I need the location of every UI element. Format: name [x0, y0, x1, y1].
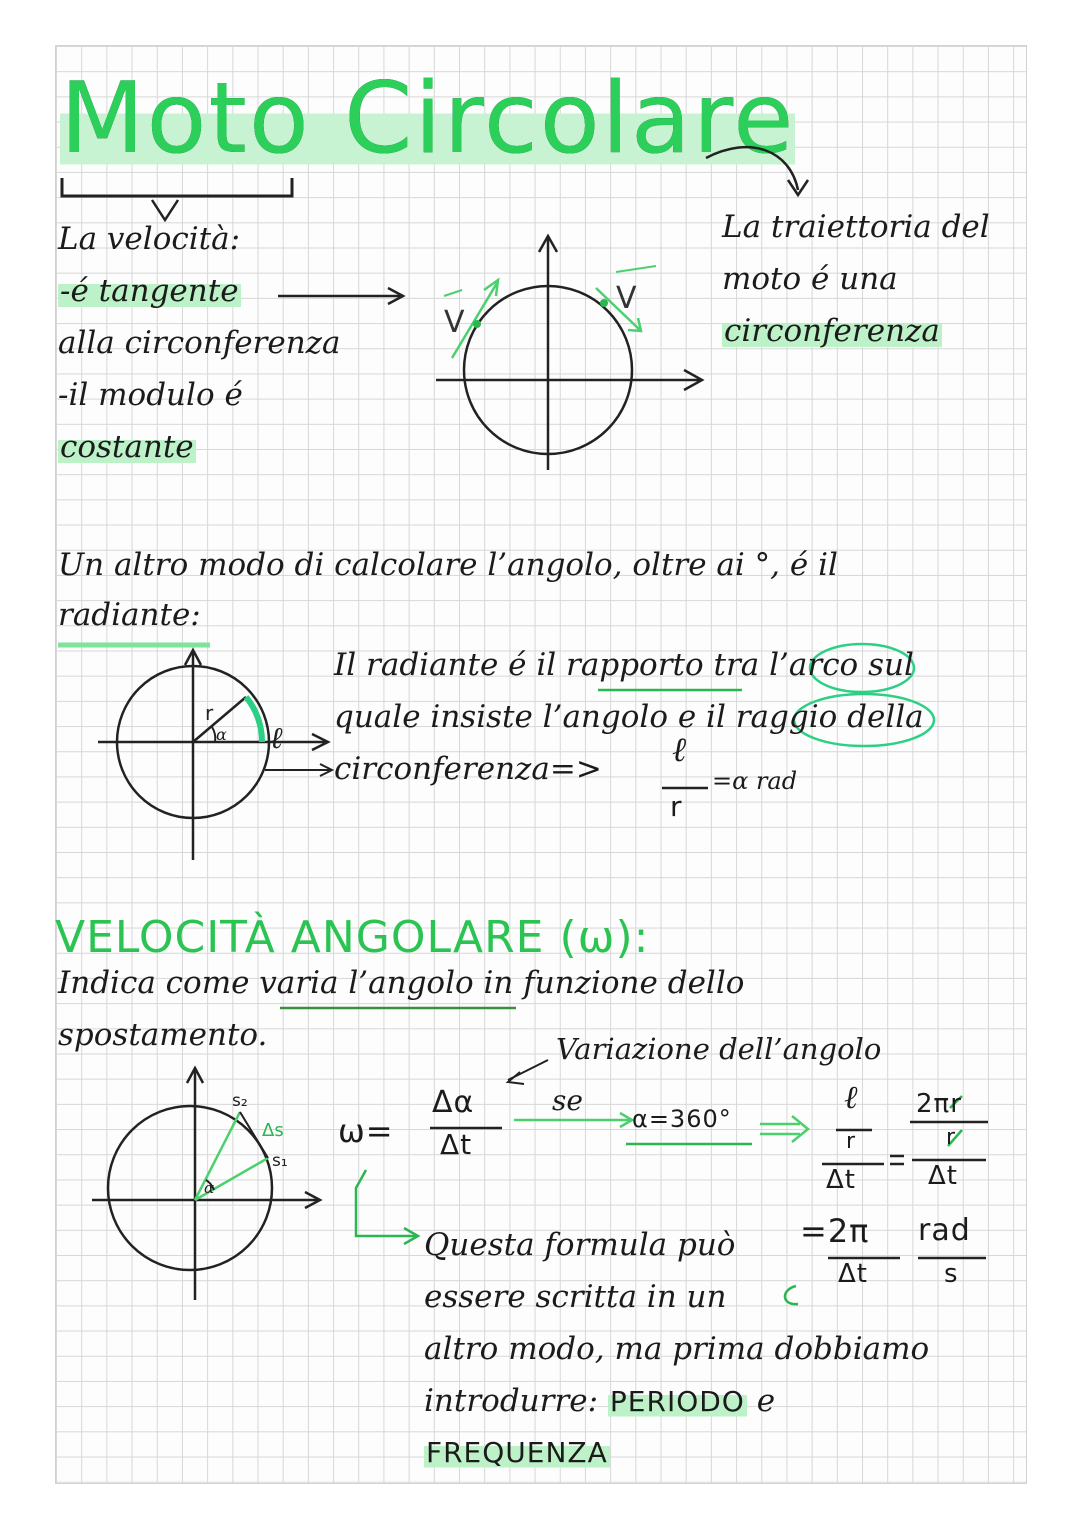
result-num: =2π: [800, 1212, 870, 1250]
closing-line5: FREQUENZA: [426, 1436, 608, 1469]
angular-velocity-heading: VELOCITÀ ANGOLARE (ω):: [55, 912, 650, 963]
label-ds: Δs: [262, 1120, 284, 1141]
label-s2: s₂: [232, 1091, 248, 1111]
big-num-l: ℓ: [844, 1078, 858, 1116]
omega-den: Δt: [440, 1128, 473, 1161]
velocity-point1b: alla circonferenza: [58, 325, 341, 361]
closing-line2: essere scritta in un: [424, 1279, 727, 1315]
page-title: Moto Circolare: [60, 62, 796, 176]
radiant-frac-num: ℓ: [672, 730, 687, 770]
radiant-def-line3: circonferenza=>: [334, 751, 602, 787]
velocity-label: La velocità:: [58, 221, 241, 257]
velocity-point2b: costante: [60, 429, 194, 465]
title-bracket: [62, 178, 292, 196]
velocity-point2: -il modulo é: [58, 377, 243, 413]
trajectory-line2: moto é una: [722, 261, 898, 297]
angular-desc2: spostamento.: [58, 1017, 268, 1053]
radiant-frac-den: r: [670, 790, 682, 823]
closing-line4: introdurre: PERIODO e: [424, 1383, 776, 1419]
trajectory-line3: circonferenza: [724, 313, 940, 349]
angular-desc1: Indica come varia l’angolo in funzione dello: [58, 965, 745, 1001]
label-alpha-1: α: [216, 725, 227, 744]
result-unit-num: rad: [918, 1213, 971, 1248]
title-arrow: [706, 147, 798, 190]
two-pi-r: 2πr: [916, 1089, 962, 1119]
circle-diagram-1: [436, 236, 702, 470]
velocity-point1: -é tangente: [60, 273, 239, 309]
label-r: r: [205, 701, 214, 725]
radiant-result: =α rad: [712, 767, 798, 795]
omega-lhs: ω=: [338, 1112, 394, 1150]
condition: α=360°: [632, 1105, 732, 1133]
radiant-def-line2: quale insiste l’angolo e il raggio della: [334, 699, 924, 735]
label-l: ℓ: [270, 721, 283, 756]
result-den: Δt: [838, 1259, 868, 1289]
radiant-def-line1: Il radiante é il rapporto tra l’arco sul: [334, 647, 914, 683]
radiant-intro-line2: radiante:: [58, 597, 201, 633]
r-cancel: r: [946, 1125, 957, 1150]
angular-note: Variazione dell’angolo: [556, 1032, 882, 1066]
big-num-r: r: [846, 1129, 857, 1154]
radiant-intro-line1: Un altro modo di calcolare l’angolo, oltre ai °, é il: [58, 547, 838, 583]
label-alpha-2: α: [204, 1179, 215, 1197]
circle-diagram-2: [98, 650, 328, 860]
closing-line1: Questa formula può: [424, 1227, 736, 1263]
if-label: se: [552, 1084, 583, 1117]
dt-2: Δt: [928, 1161, 958, 1191]
title-pointer: [152, 200, 178, 220]
closing-line3: altro modo, ma prima dobbiamo: [424, 1331, 930, 1367]
vector-label-right: V: [616, 281, 637, 316]
big-den: Δt: [826, 1165, 856, 1195]
label-s1: s₁: [272, 1151, 288, 1171]
vector-label-left: V: [444, 305, 465, 340]
omega-num: Δα: [432, 1085, 475, 1120]
result-unit-den: s: [944, 1259, 959, 1289]
trajectory-line1: La traiettoria del: [722, 209, 990, 245]
